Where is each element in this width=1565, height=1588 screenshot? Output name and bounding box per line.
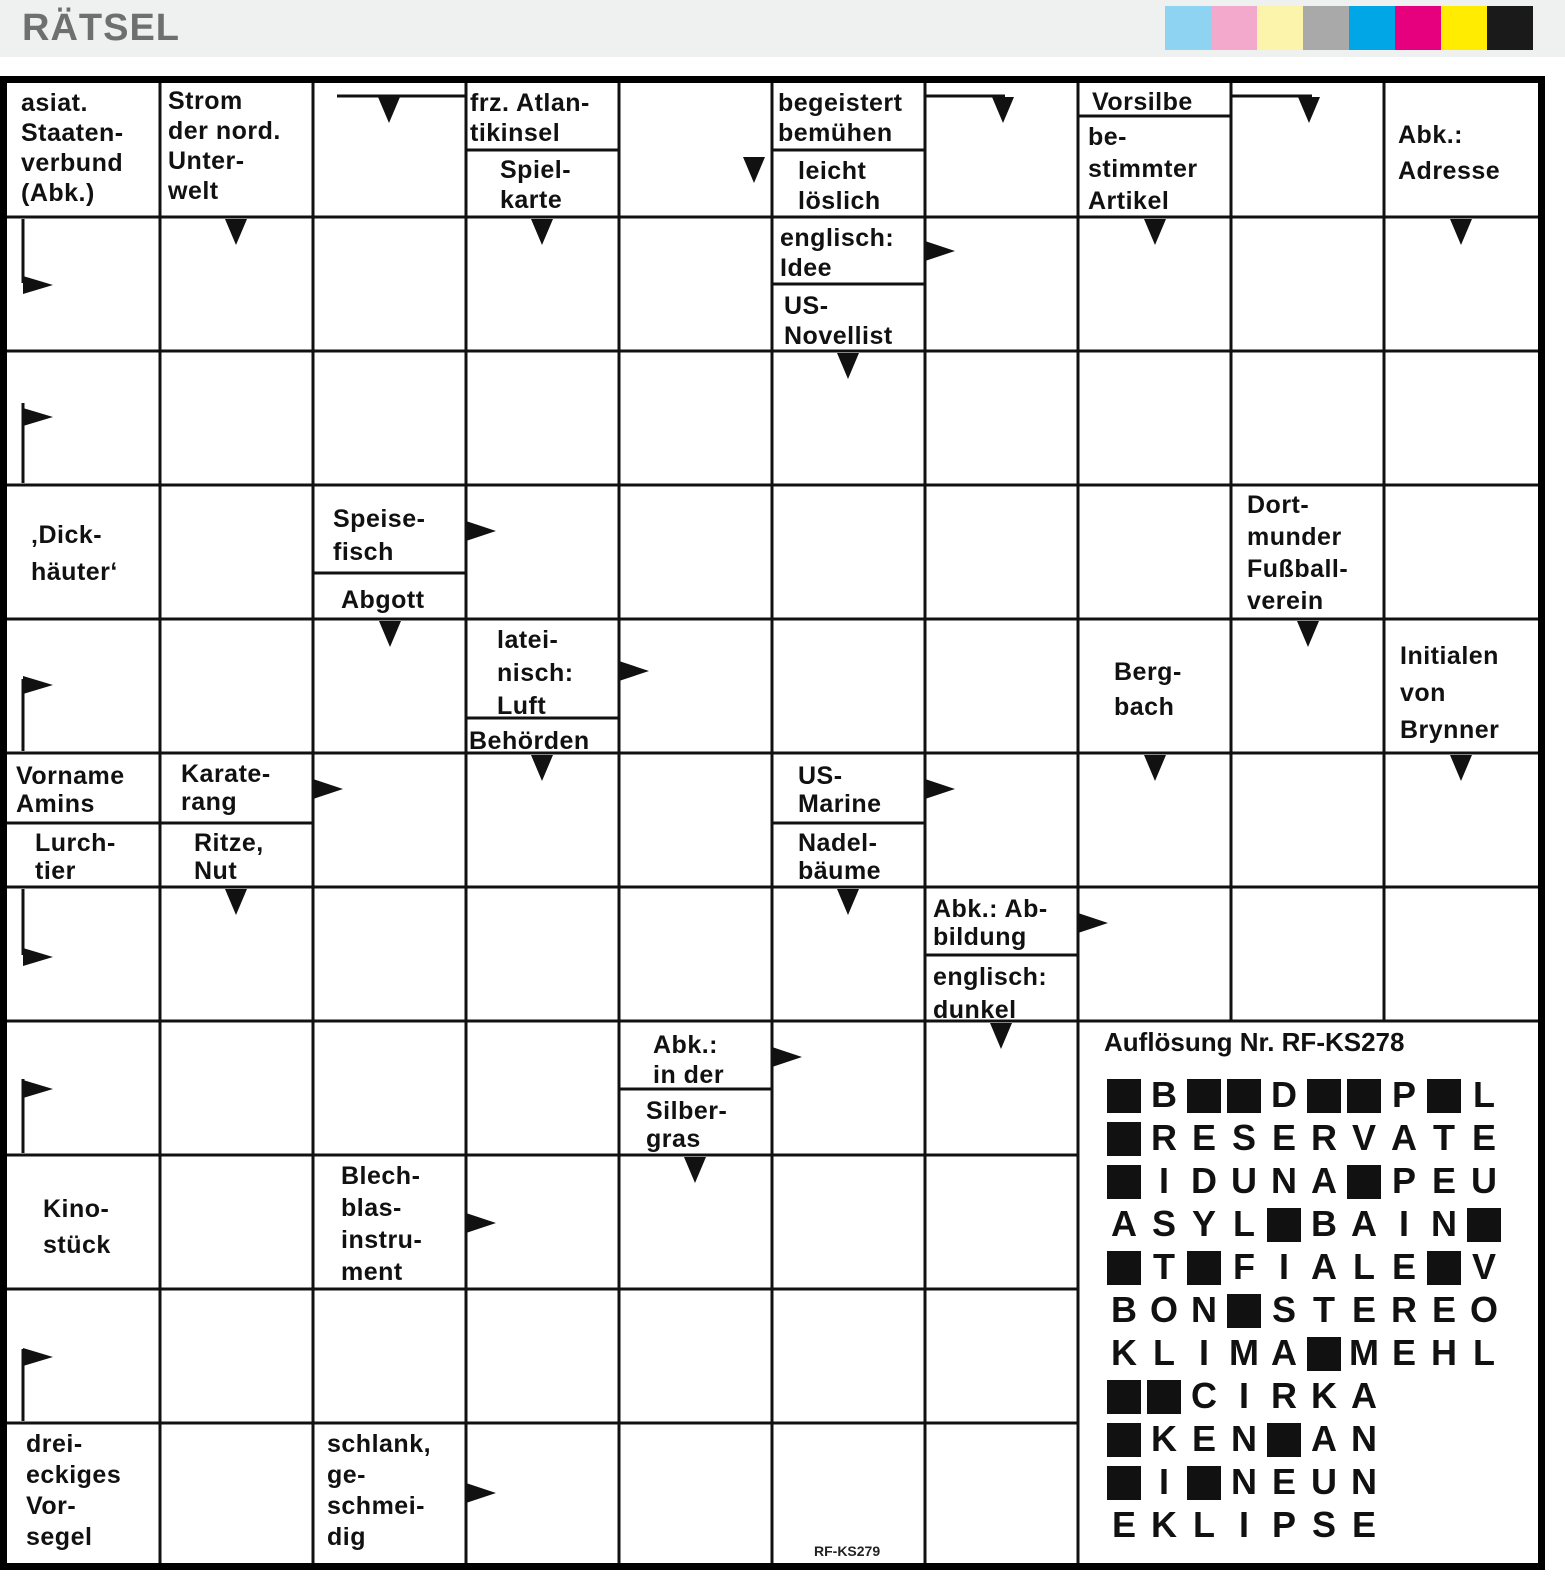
answer-cell[interactable] (469, 1426, 616, 1560)
answer-cell[interactable] (1234, 622, 1381, 750)
solution-letter: T (1153, 1246, 1175, 1287)
answer-cell[interactable] (10, 1292, 157, 1420)
answer-cell[interactable] (775, 1292, 922, 1420)
clue-nadelbaeume: Nadel- bäume (798, 829, 882, 885)
solution-letter: E (1111, 1504, 1136, 1545)
solution-letter: M (1349, 1332, 1379, 1373)
swatch-cyan (1349, 6, 1395, 50)
solution-letter: U (1471, 1160, 1497, 1201)
clue-englisch-dunkel: englisch: dunkel (933, 963, 1048, 1024)
answer-cell[interactable] (10, 354, 157, 482)
answer-cell[interactable] (469, 488, 616, 616)
clue-strom-unterwelt: Strom der nord. Unter- welt (168, 87, 281, 205)
clue-blechblasinstrument: Blech- blas- instru- ment (341, 1162, 423, 1286)
answer-cell[interactable] (1234, 890, 1381, 1018)
solution-letter: E (1271, 1461, 1296, 1502)
answer-cell[interactable] (163, 488, 310, 616)
solution-letter: A (1271, 1332, 1297, 1373)
solution-letter: R (1151, 1117, 1177, 1158)
solution-letter: K (1311, 1375, 1337, 1416)
solution-black-square (1147, 1380, 1181, 1414)
crossword-board (0, 76, 1545, 1570)
clue-frz-atlantikinsel: frz. Atlan- tikinsel (470, 89, 590, 147)
clue-ritze-nut: Ritze, Nut (194, 829, 264, 885)
solution-letter: I (1238, 1504, 1249, 1545)
solution-letter: I (1158, 1160, 1169, 1201)
solution-black-square (1307, 1337, 1341, 1371)
solution-letter: N (1231, 1418, 1257, 1459)
solution-letter: S (1271, 1289, 1296, 1330)
solution-letter: H (1431, 1332, 1457, 1373)
solution-black-square (1227, 1294, 1261, 1328)
solution-letter: E (1391, 1332, 1416, 1373)
solution-letter: I (1198, 1332, 1209, 1373)
answer-cell[interactable] (469, 1024, 616, 1152)
answer-cell[interactable] (316, 1024, 463, 1152)
solution-letter: I (1278, 1246, 1289, 1287)
solution-black-square (1267, 1423, 1301, 1457)
solution-letter: N (1351, 1461, 1377, 1502)
solution-black-square (1107, 1466, 1141, 1500)
solution-black-square (1107, 1165, 1141, 1199)
answer-cell[interactable] (316, 220, 463, 348)
answer-cell[interactable] (10, 220, 157, 348)
crossword-grid (7, 83, 1538, 1563)
answer-cell[interactable] (1081, 890, 1228, 1018)
solution-letter: N (1431, 1203, 1457, 1244)
answer-cell[interactable] (775, 1426, 922, 1560)
solution-letter: K (1111, 1332, 1137, 1373)
answer-cell[interactable] (1234, 220, 1381, 348)
solution-letter: E (1351, 1504, 1376, 1545)
solution-black-square (1347, 1079, 1381, 1113)
answer-cell[interactable] (928, 756, 1075, 884)
answer-cell[interactable] (163, 890, 310, 1018)
solution-letter: U (1231, 1160, 1257, 1201)
solution-letter: I (1398, 1203, 1409, 1244)
clue-us-marine: US- Marine (798, 762, 882, 818)
answer-cell[interactable] (163, 622, 310, 750)
answer-cell[interactable] (1387, 220, 1535, 348)
solution-black-square (1347, 1165, 1381, 1199)
solution-letter: P (1391, 1160, 1416, 1201)
solution-letter: L (1473, 1332, 1495, 1373)
clue-us-novellist: US- Novellist (784, 292, 893, 350)
answer-cell[interactable] (622, 354, 769, 482)
solution-black-square (1107, 1423, 1141, 1457)
answer-cell[interactable] (1234, 354, 1381, 482)
swatch-yellow (1441, 6, 1487, 50)
solution-letter: A (1351, 1203, 1377, 1244)
clue-begeistert-bemuehen: begeistert bemühen (778, 89, 903, 147)
solution-letter: L (1153, 1332, 1175, 1373)
swatch-gray (1303, 6, 1349, 50)
solution-letter: N (1351, 1418, 1377, 1459)
solution-letter: D (1191, 1160, 1217, 1201)
clue-abk-in-der: Abk.: in der (653, 1031, 725, 1089)
solution-letter: T (1313, 1289, 1335, 1330)
answer-cell[interactable] (928, 1158, 1075, 1286)
clue-karaterang: Karate- rang (181, 760, 271, 816)
solution-black-square (1427, 1079, 1461, 1113)
solution-letter: R (1271, 1375, 1297, 1416)
answer-cell[interactable] (775, 354, 922, 482)
solution-black-square (1467, 1208, 1501, 1242)
arrow-down-icon (378, 97, 400, 123)
answer-cell[interactable] (469, 890, 616, 1018)
solution-letter: K (1151, 1418, 1177, 1459)
answer-cell[interactable] (316, 890, 463, 1018)
swatch-light-cyan (1165, 6, 1211, 50)
solution-letter: A (1311, 1160, 1337, 1201)
clue-schlank-geschmeidig: schlank, ge- schmei- dig (327, 1430, 432, 1551)
clue-lateinisch-luft: latei- nisch: Luft (497, 626, 574, 720)
answer-cell[interactable] (928, 1024, 1075, 1152)
answer-cell[interactable] (316, 354, 463, 482)
solution-letter: S (1311, 1504, 1336, 1545)
answer-cell[interactable] (928, 622, 1075, 750)
clue-vorname-amins: Vorname Amins (16, 762, 125, 818)
solution-letter: L (1473, 1074, 1495, 1115)
clue-dortmunder-fussballverein: Dort- munder Fußball- verein (1247, 491, 1349, 615)
solution-letter: E (1191, 1117, 1216, 1158)
answer-cell[interactable] (775, 890, 922, 1018)
solution-letter: S (1151, 1203, 1176, 1244)
answer-cell[interactable] (469, 220, 616, 348)
solution-black-square (1227, 1079, 1261, 1113)
solution-letter: A (1311, 1418, 1337, 1459)
answer-cell[interactable] (928, 488, 1075, 616)
answer-cell[interactable] (775, 1158, 922, 1286)
color-swatch-strip (1165, 6, 1533, 50)
answer-cell[interactable] (469, 354, 616, 482)
clue-vorsilbe: Vorsilbe (1092, 88, 1193, 116)
solution-letter: I (1238, 1375, 1249, 1416)
answer-cell[interactable] (163, 354, 310, 482)
solution-black-square (1267, 1208, 1301, 1242)
solution-black-square (1107, 1079, 1141, 1113)
clue-silbergras: Silber- gras (646, 1097, 728, 1153)
clue-abk-abbildung: Abk.: Ab- bildung (933, 895, 1048, 951)
answer-cell[interactable] (622, 1426, 769, 1560)
solution-letter: N (1191, 1289, 1217, 1330)
answer-cell[interactable] (622, 622, 769, 750)
answer-cell[interactable] (1387, 756, 1535, 884)
solution-black-square (1187, 1251, 1221, 1285)
answer-cell[interactable] (1081, 354, 1228, 482)
solution-letter: A (1391, 1117, 1417, 1158)
solution-letter: R (1311, 1117, 1337, 1158)
clue-initialen-brynner: Initialen von Brynner (1400, 642, 1500, 744)
answer-cell[interactable] (163, 1158, 310, 1286)
solution-letter: A (1111, 1203, 1137, 1244)
answer-cell[interactable] (469, 1292, 616, 1420)
answer-cell[interactable] (622, 756, 769, 884)
solution-letter: L (1353, 1246, 1375, 1287)
answer-cell[interactable] (928, 354, 1075, 482)
clue-lurchtier: Lurch- tier (35, 829, 116, 885)
solution-letter: M (1229, 1332, 1259, 1373)
solution-black-square (1107, 1380, 1141, 1414)
solution-black-square (1107, 1251, 1141, 1285)
solution-black-square (1187, 1079, 1221, 1113)
solution-letter: E (1271, 1117, 1296, 1158)
solution-letter: A (1351, 1375, 1377, 1416)
clue-bergbach: Berg- bach (1114, 658, 1182, 721)
solution-letter: E (1431, 1160, 1456, 1201)
solution-letter: V (1471, 1246, 1496, 1287)
answer-cell[interactable] (622, 1292, 769, 1420)
answer-cell[interactable] (1387, 488, 1535, 616)
arrow-down-icon (743, 157, 765, 183)
solution-black-square (1107, 1122, 1141, 1156)
solution-letter: L (1233, 1203, 1255, 1244)
solution-letter: D (1271, 1074, 1297, 1115)
answer-cell[interactable] (163, 1426, 310, 1560)
answer-cell[interactable] (163, 1024, 310, 1152)
solution-letter: K (1151, 1504, 1177, 1545)
answer-cell[interactable] (775, 488, 922, 616)
answer-cell[interactable] (163, 1292, 310, 1420)
swatch-magenta (1395, 6, 1441, 50)
answer-cell[interactable] (1387, 354, 1535, 482)
answer-cell[interactable] (316, 756, 463, 884)
swatch-light-yellow (1257, 6, 1303, 50)
answer-cell[interactable] (622, 220, 769, 348)
solution-letter: T (1433, 1117, 1455, 1158)
clue-abk-adresse: Abk.: Adresse (1398, 121, 1501, 185)
solution-letter: Y (1191, 1203, 1216, 1244)
answer-cell[interactable] (1081, 220, 1228, 348)
solution-letter: E (1191, 1418, 1216, 1459)
clue-kinostueck: Kino- stück (43, 1195, 111, 1259)
answer-cell[interactable] (1234, 756, 1381, 884)
answer-cell[interactable] (316, 1292, 463, 1420)
solution-letter: A (1311, 1246, 1337, 1287)
clue-abgott: Abgott (341, 586, 425, 614)
clue-asiat-staatenverbund: asiat. Staaten- verbund (Abk.) (21, 89, 124, 207)
clue-leicht-loeslich: leicht löslich (798, 157, 881, 215)
solution-letter: U (1311, 1461, 1337, 1502)
clue-spielkarte: Spiel- karte (500, 156, 572, 214)
answer-cell[interactable] (928, 220, 1075, 348)
answer-cell[interactable] (1081, 488, 1228, 616)
puzzle-code: RF-KS279 (814, 1543, 881, 1559)
answer-cell[interactable] (163, 220, 310, 348)
answer-cell[interactable] (469, 1158, 616, 1286)
solution-letter: E (1351, 1289, 1376, 1330)
swatch-light-magenta (1211, 6, 1257, 50)
solution-letter: V (1351, 1117, 1376, 1158)
answer-cell[interactable] (316, 622, 463, 750)
solution-letter: R (1391, 1289, 1417, 1330)
answer-cell[interactable] (469, 756, 616, 884)
answer-cell[interactable] (10, 1024, 157, 1152)
answer-cell[interactable] (928, 1292, 1075, 1420)
solution-letter: N (1231, 1461, 1257, 1502)
solution-letter: B (1111, 1289, 1137, 1330)
solution-letter: I (1158, 1461, 1169, 1502)
answer-cell[interactable] (775, 622, 922, 750)
swatch-black (1487, 6, 1533, 50)
clue-dreieckiges-vorsegel: drei- eckiges Vor- segel (26, 1430, 122, 1551)
solution-letter: F (1233, 1246, 1255, 1287)
clue-dickhaeuter: ‚Dick- häuter‘ (31, 521, 118, 586)
solution-black-square (1307, 1079, 1341, 1113)
answer-cell[interactable] (775, 1024, 922, 1152)
arrow-down-icon (1298, 97, 1320, 123)
answer-cell[interactable] (622, 890, 769, 1018)
solution-black-square (1427, 1251, 1461, 1285)
answer-cell[interactable] (10, 890, 157, 1018)
solution-title: Auflösung Nr. RF-KS278 (1104, 1027, 1405, 1057)
arrow-down-icon (992, 97, 1014, 123)
answer-cell[interactable] (1081, 756, 1228, 884)
solution-letter: E (1471, 1117, 1496, 1158)
solution-letter: E (1391, 1246, 1416, 1287)
solution-letter: E (1431, 1289, 1456, 1330)
answer-cell[interactable] (928, 1426, 1075, 1560)
page-title: RÄTSEL (22, 7, 180, 49)
clue-speisefisch: Speise- fisch (333, 505, 426, 566)
clue-englisch-idee: englisch: Idee (780, 224, 895, 282)
solution-letter: S (1231, 1117, 1256, 1158)
solution-letter: P (1271, 1504, 1296, 1545)
solution-letter: B (1151, 1074, 1177, 1115)
answer-cell[interactable] (10, 622, 157, 750)
solution-letter: L (1193, 1504, 1215, 1545)
solution-letter: B (1311, 1203, 1337, 1244)
solution-letter: P (1391, 1074, 1416, 1115)
clue-bestimmter-artikel: be- stimmter Artikel (1088, 123, 1198, 215)
solution-letter: C (1191, 1375, 1217, 1416)
solution-letter: N (1271, 1160, 1297, 1201)
solution-letter: O (1469, 1289, 1498, 1330)
clue-behoerden: Behörden (469, 727, 590, 755)
answer-cell[interactable] (1387, 890, 1535, 1018)
solution-letter: O (1149, 1289, 1178, 1330)
solution-black-square (1187, 1466, 1221, 1500)
answer-cell[interactable] (622, 488, 769, 616)
header-bar (0, 0, 1565, 57)
answer-cell[interactable] (622, 1158, 769, 1286)
